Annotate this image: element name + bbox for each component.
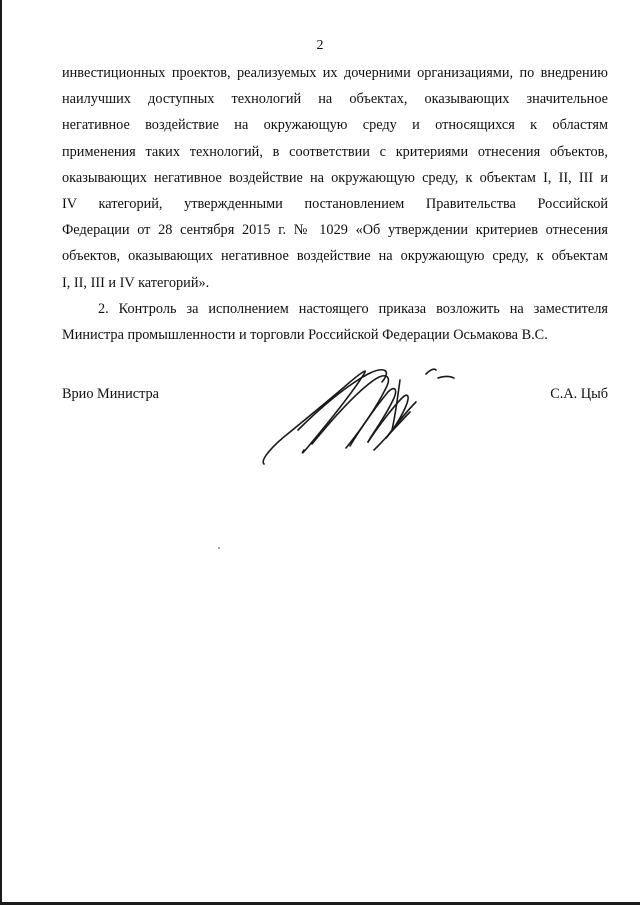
text-line: наилучших доступных технологий на объектах, оказывающих значительное xyxy=(62,91,608,108)
text-line: I, II, III и IV категорий». xyxy=(62,274,210,291)
text-line: объектов, оказывающих негативное воздействие на окружающую среду, к объектам xyxy=(62,248,608,265)
paragraph-2 xyxy=(62,296,608,348)
document-body xyxy=(62,60,608,348)
handwritten-signature xyxy=(250,360,470,470)
text-line: IV категорий, утвержденными постановлением Правительства Российской xyxy=(62,196,608,213)
paragraph-1 xyxy=(62,60,608,296)
text-line: применения таких технологий, в соответствии с критериями отнесения объектов, xyxy=(62,143,608,160)
text-line: оказывающих негативное воздействие на окружающую среду, к объектам I, II, III и xyxy=(62,169,608,186)
scan-edge-left xyxy=(0,0,2,905)
signatory-name: С.А. Цыб xyxy=(550,386,608,402)
text-line: негативное воздействие на окружающую среду и относящихся к областям xyxy=(62,117,608,134)
text-line: Федерации от 28 сентября 2015 г. № 1029 «Об утверждении критериев отнесения xyxy=(62,222,608,239)
signatory-title: Врио Министра xyxy=(62,386,159,402)
scan-speck xyxy=(218,547,220,549)
page-number: 2 xyxy=(316,38,324,53)
text-line: Министра промышленности и торговли Российской Федерации Осьмакова В.С. xyxy=(62,327,548,344)
text-line: 2. Контроль за исполнением настоящего приказа возложить на заместителя xyxy=(98,300,608,317)
text-line: инвестиционных проектов, реализуемых их дочерними организациями, по внедрению xyxy=(62,65,608,81)
